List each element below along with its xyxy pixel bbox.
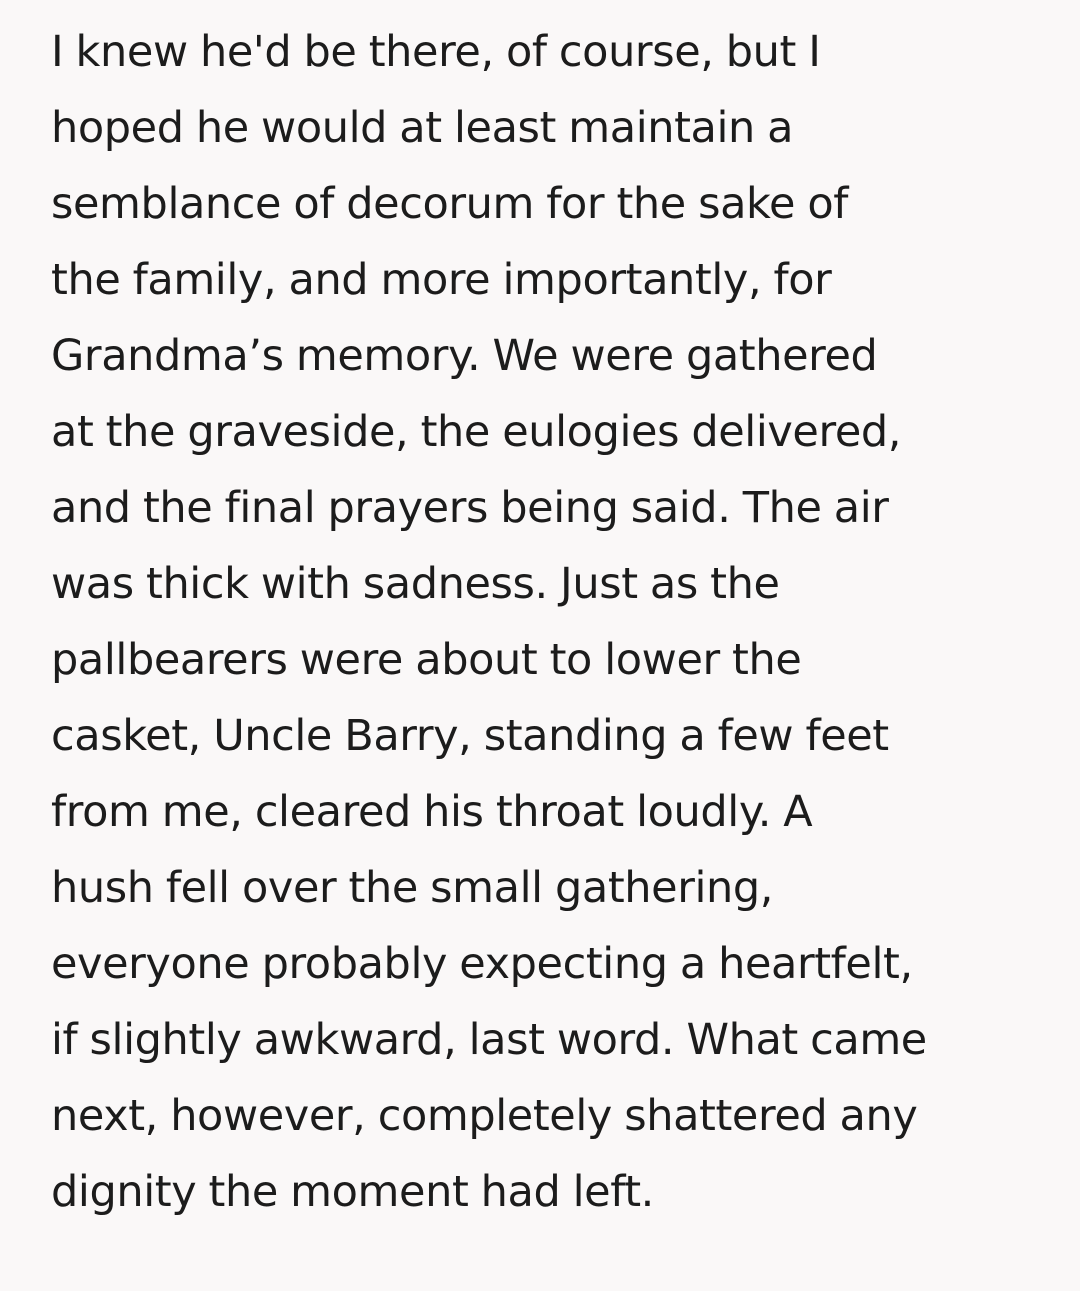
paragraph-line: from me, cleared his throat loudly. A xyxy=(51,787,813,837)
paragraph-line: Grandma’s memory. We were gathered xyxy=(51,331,878,381)
paragraph-line: was thick with sadness. Just as the xyxy=(51,559,780,609)
paragraph-line: everyone probably expecting a heartfelt, xyxy=(51,939,913,989)
paragraph-line: at the graveside, the eulogies delivered, xyxy=(51,407,902,457)
paragraph-line: semblance of decorum for the sake of xyxy=(51,179,848,229)
paragraph-line: hush fell over the small gathering, xyxy=(51,863,774,913)
paragraph-line: next, however, completely shattered any xyxy=(51,1091,918,1141)
paragraph-line: I knew he'd be there, of course, but I xyxy=(51,27,821,77)
paragraph-line: pallbearers were about to lower the xyxy=(51,635,802,685)
story-paragraph xyxy=(51,14,1040,1230)
paragraph-line: hoped he would at least maintain a xyxy=(51,103,794,153)
paragraph-line: if slightly awkward, last word. What came xyxy=(51,1015,927,1065)
paragraph-line: and the final prayers being said. The air xyxy=(51,483,889,533)
paragraph-line: the family, and more importantly, for xyxy=(51,255,832,305)
paragraph-line: casket, Uncle Barry, standing a few feet xyxy=(51,711,889,761)
paragraph-line: dignity the moment had left. xyxy=(51,1167,654,1217)
